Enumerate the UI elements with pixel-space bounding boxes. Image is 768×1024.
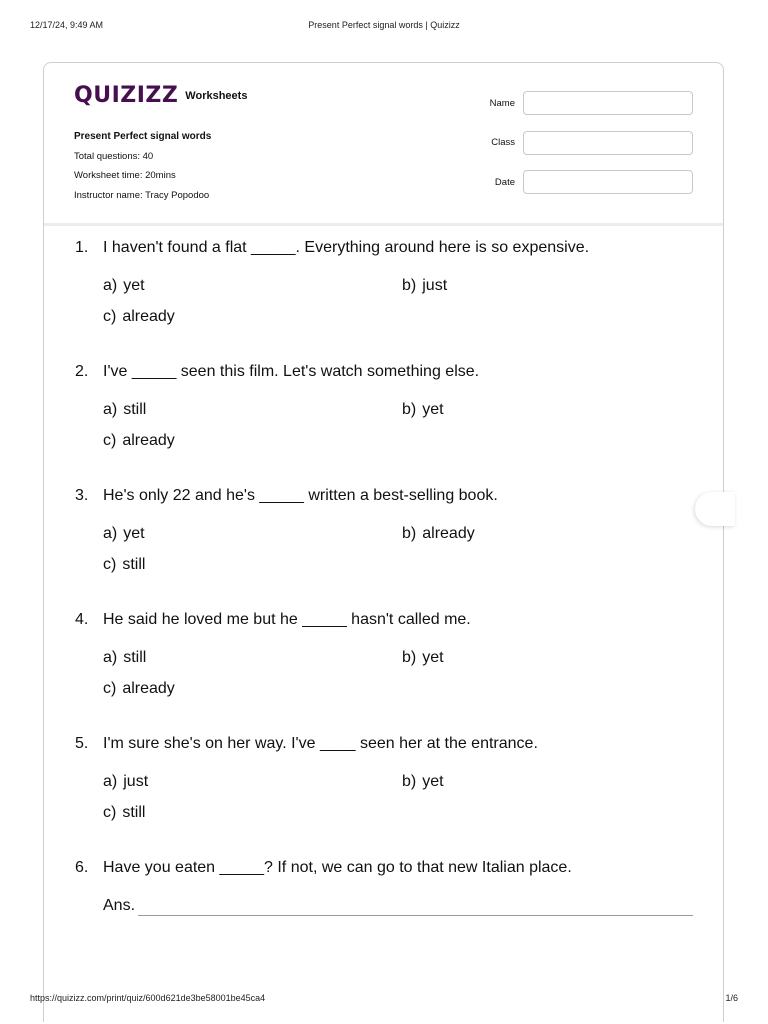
option-a[interactable] xyxy=(103,648,402,679)
option-a[interactable] xyxy=(103,276,402,307)
option-letter: b) xyxy=(402,649,417,666)
page-indicator: 1/6 xyxy=(725,993,738,1003)
question-text: I'm sure she's on her way. I've ____ seen her at the entrance. xyxy=(103,735,538,752)
question-text: I've _____ seen this film. Let's watch something else. xyxy=(103,363,480,380)
date-field[interactable] xyxy=(523,170,693,194)
option-letter: a) xyxy=(103,277,118,294)
print-url: https://quizizz.com/print/quiz/600d621de3be58001be45ca4 xyxy=(30,993,266,1003)
instructor-name: Instructor name: Tracy Popodoo xyxy=(74,189,210,201)
name-label: Name xyxy=(489,97,515,109)
option-letter: b) xyxy=(402,401,417,418)
print-datetime: 12/17/24, 9:49 AM xyxy=(30,20,104,30)
worksheet-meta xyxy=(74,127,211,205)
question-number: 2. xyxy=(75,363,89,380)
question-text: Have you eaten _____? If not, we can go to that new Italian place. xyxy=(103,859,572,876)
option-text: yet xyxy=(422,773,444,790)
class-label: Class xyxy=(491,137,515,148)
date-label: Date xyxy=(494,176,515,188)
option-letter: c) xyxy=(103,308,117,325)
worksheet-card xyxy=(43,62,724,1022)
field-row-class xyxy=(490,131,693,155)
option-b[interactable] xyxy=(402,400,701,431)
option-letter: a) xyxy=(103,773,118,790)
question-text: I haven't found a flat _____. Everything around here is so expensive. xyxy=(103,239,590,256)
total-questions: Total questions: 40 xyxy=(74,150,154,162)
field-row-name xyxy=(490,91,693,115)
option-text: already xyxy=(422,525,475,542)
option-b[interactable] xyxy=(402,648,701,679)
option-c[interactable] xyxy=(103,679,402,710)
option-b[interactable] xyxy=(402,276,701,307)
option-c[interactable] xyxy=(103,555,402,586)
option-letter: b) xyxy=(402,277,417,294)
option-letter: c) xyxy=(103,556,117,573)
option-text: already xyxy=(122,680,175,697)
answer-line[interactable] xyxy=(138,902,693,916)
option-a[interactable] xyxy=(103,400,402,431)
question-number: 6. xyxy=(75,859,89,876)
side-drawer-handle[interactable] xyxy=(695,492,735,526)
question-5 xyxy=(44,734,723,834)
option-text: still xyxy=(122,804,146,821)
option-text: just xyxy=(123,773,149,790)
field-row-date xyxy=(490,170,693,194)
quizizz-logo: QUIZIZZ xyxy=(74,83,179,108)
option-letter: b) xyxy=(402,525,417,542)
brand xyxy=(74,85,247,107)
option-list xyxy=(103,400,723,462)
question-2 xyxy=(44,362,723,462)
answer-row xyxy=(103,896,723,916)
question-text: He's only 22 and he's _____ written a best-selling book. xyxy=(103,487,498,504)
question-number: 4. xyxy=(75,611,89,628)
option-text: yet xyxy=(422,401,444,418)
option-text: just xyxy=(422,277,448,294)
option-letter: c) xyxy=(103,432,117,449)
question-list xyxy=(44,238,723,916)
option-a[interactable] xyxy=(103,524,402,555)
question-number: 5. xyxy=(75,735,89,752)
option-text: still xyxy=(122,556,146,573)
option-letter: a) xyxy=(103,525,118,542)
option-letter: a) xyxy=(103,649,118,666)
option-list xyxy=(103,524,723,586)
student-fields xyxy=(490,91,693,210)
option-list xyxy=(103,648,723,710)
question-number: 3. xyxy=(75,487,89,504)
option-letter: c) xyxy=(103,804,117,821)
option-text: already xyxy=(122,308,175,325)
option-text: still xyxy=(123,401,147,418)
print-page-title: Present Perfect signal words | Quizizz xyxy=(308,20,460,30)
question-text: He said he loved me but he _____ hasn't called me. xyxy=(103,611,471,628)
option-text: yet xyxy=(422,649,444,666)
option-b[interactable] xyxy=(402,524,701,555)
question-6 xyxy=(44,858,723,916)
option-letter: b) xyxy=(402,773,417,790)
question-4 xyxy=(44,610,723,710)
option-letter: c) xyxy=(103,680,117,697)
option-list xyxy=(103,276,723,338)
option-a[interactable] xyxy=(103,772,402,803)
answer-label: Ans. xyxy=(103,897,136,914)
option-text: yet xyxy=(123,277,145,294)
option-c[interactable] xyxy=(103,431,402,462)
name-field[interactable] xyxy=(523,91,693,115)
option-b[interactable] xyxy=(402,772,701,803)
option-c[interactable] xyxy=(103,307,402,338)
option-c[interactable] xyxy=(103,803,402,834)
option-text: yet xyxy=(123,525,145,542)
question-1 xyxy=(44,238,723,338)
worksheet-title: Present Perfect signal words xyxy=(74,131,212,142)
worksheet-time: Worksheet time: 20mins xyxy=(74,170,176,181)
option-letter: a) xyxy=(103,401,118,418)
logo-suffix: Worksheets xyxy=(185,90,248,102)
option-list xyxy=(103,772,723,834)
question-number: 1. xyxy=(75,239,89,256)
class-field[interactable] xyxy=(523,131,693,155)
option-text: still xyxy=(123,649,147,666)
worksheet-header xyxy=(44,63,723,226)
question-3 xyxy=(44,486,723,586)
option-text: already xyxy=(122,432,175,449)
